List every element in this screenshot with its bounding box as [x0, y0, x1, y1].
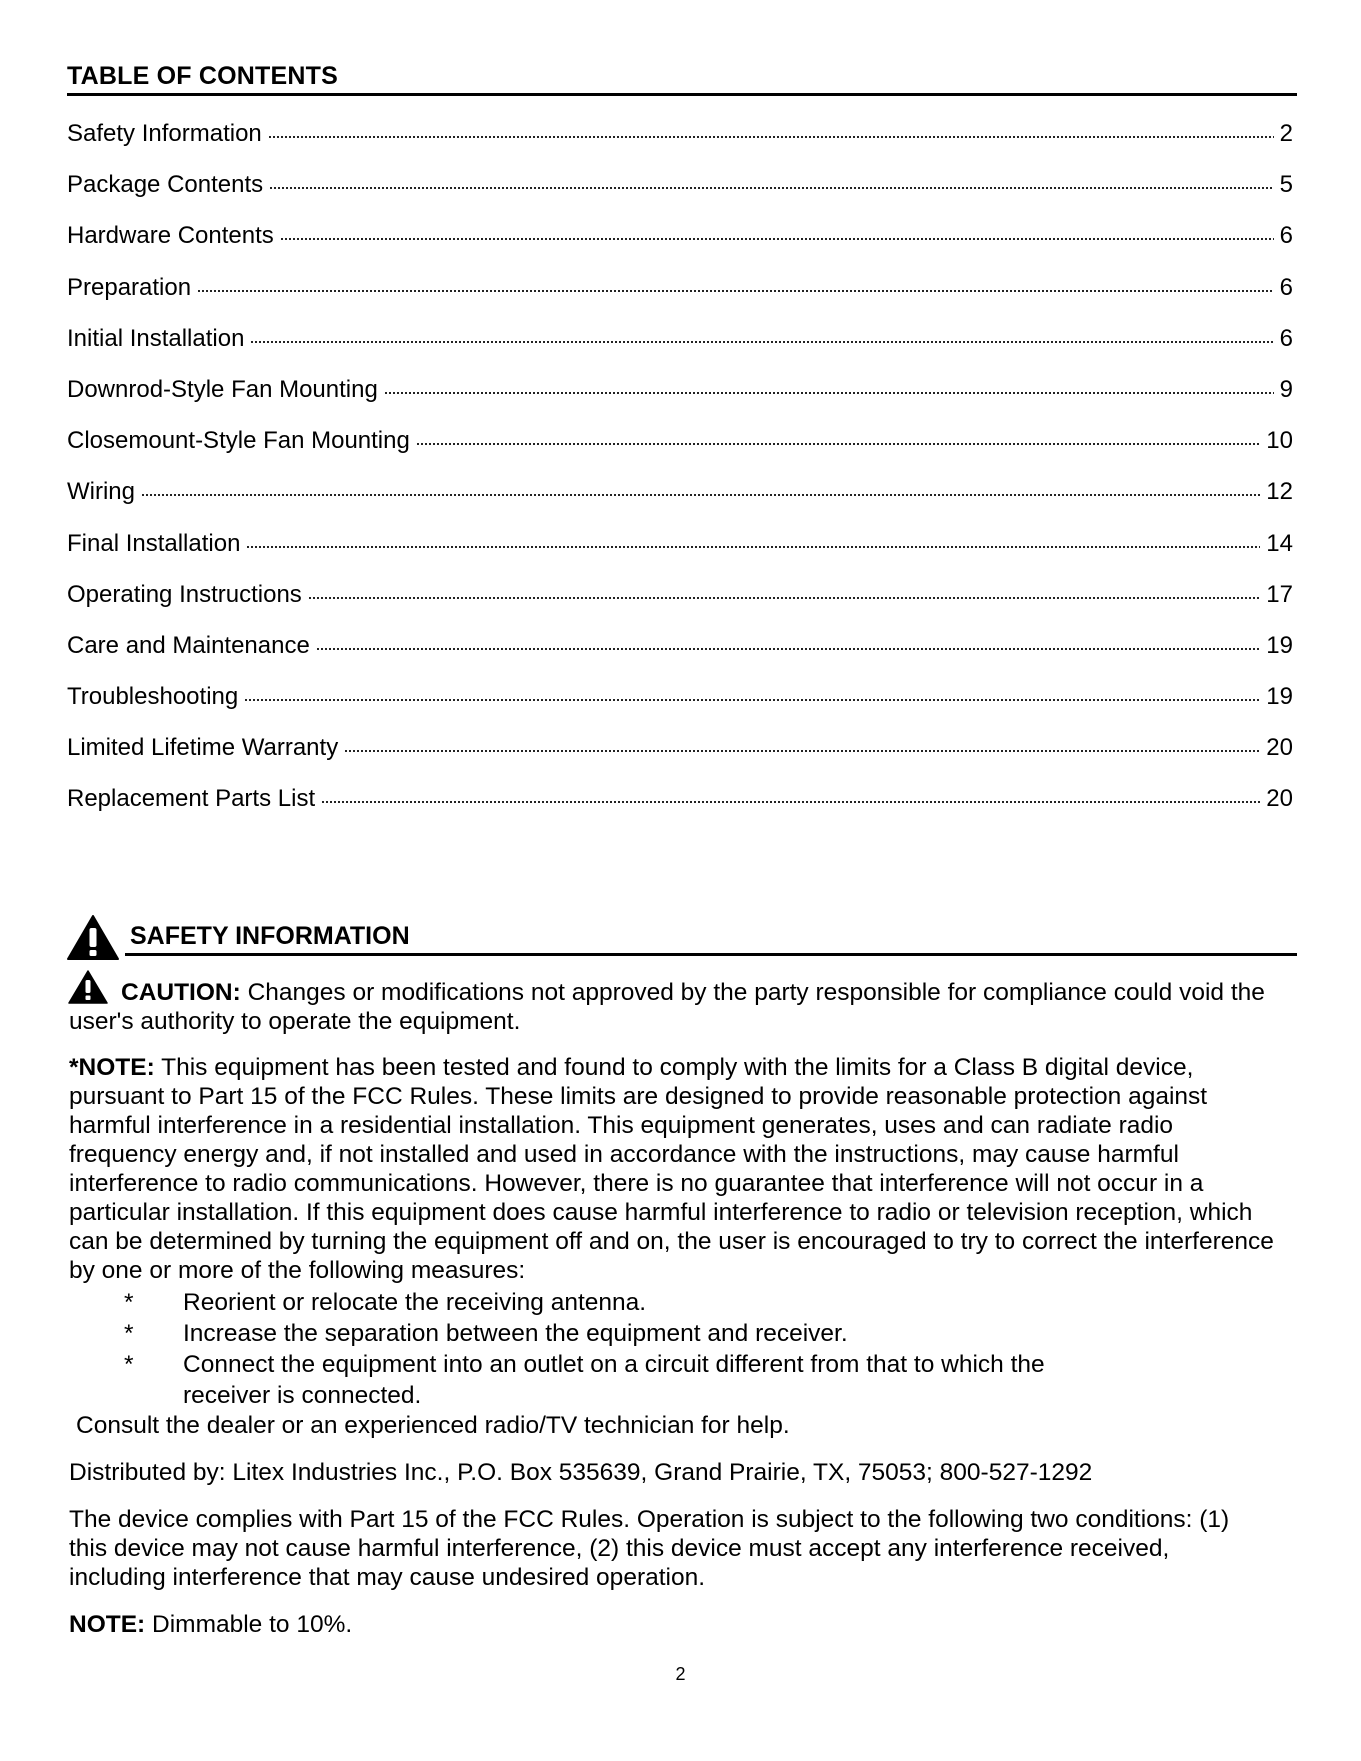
toc-entry-page: 14 [1266, 529, 1293, 557]
toc-entry[interactable] [67, 423, 1293, 474]
list-item [124, 1318, 1224, 1349]
toc-entry-page: 2 [1279, 120, 1293, 147]
toc-leader-dots [416, 442, 1260, 446]
toc-entry-page: 20 [1266, 785, 1293, 813]
toc-leader-dots [384, 391, 1274, 395]
toc-entry[interactable] [67, 270, 1293, 321]
safety-heading: SAFETY INFORMATION [130, 922, 410, 950]
toc-entry-page: 17 [1266, 580, 1293, 608]
caution-paragraph [69, 978, 1309, 1036]
page-number: 2 [675, 1664, 686, 1684]
bullet-asterisk: * [124, 1351, 134, 1378]
caution-text: Changes or modifications not approved by the party responsible for compliance could void the user's authority to operate the equipment. [69, 979, 1265, 1035]
toc-entry[interactable] [67, 218, 1293, 269]
toc-leader-dots [321, 800, 1260, 804]
list-item [124, 1349, 1224, 1411]
toc-leader-dots [268, 135, 1274, 139]
toc-entry[interactable] [67, 577, 1293, 628]
toc-leader-dots [244, 698, 1260, 702]
bullet-text: Connect the equipment into an outlet on a circuit different from that to which the receiver is connected. [183, 1351, 1045, 1409]
toc-entry-page: 19 [1266, 683, 1293, 711]
toc-entry[interactable] [67, 526, 1293, 577]
caution-label: CAUTION: [121, 979, 241, 1006]
toc-entry-page: 5 [1279, 171, 1293, 199]
measures-list [124, 1287, 1224, 1411]
toc-entry[interactable] [67, 628, 1293, 679]
consult-paragraph: Consult the dealer or an experienced radio/TV technician for help. [76, 1412, 790, 1439]
toc-entry-title: Operating Instructions [67, 580, 302, 608]
toc-entry-page: 20 [1266, 734, 1293, 762]
bullet-asterisk: * [124, 1320, 134, 1347]
bullet-text: Reorient or relocate the receiving antenna. [183, 1289, 647, 1316]
toc-entry[interactable] [67, 781, 1293, 832]
toc-entry-title: Care and Maintenance [67, 631, 310, 659]
toc-leader-dots [308, 596, 1261, 600]
warning-triangle-icon [66, 914, 120, 961]
toc-entry[interactable] [67, 730, 1293, 781]
toc-entry-title: Closemount-Style Fan Mounting [67, 427, 410, 455]
toc-entry-page: 10 [1266, 427, 1293, 455]
bullet-text: Increase the separation between the equipment and receiver. [183, 1320, 848, 1347]
toc-entry-page: 6 [1279, 222, 1293, 250]
toc-entry[interactable] [67, 372, 1293, 423]
fcc-note-paragraph [69, 1053, 1284, 1285]
toc-entry-title: Preparation [67, 273, 192, 301]
note-text: This equipment has been tested and found to comply with the limits for a Class B digital device, pursuant to Part 15 of the FCC Rules. These limits are designed to provide reasonable protection against harmful interference in a residential installation. This equipment generates, uses and can radiate radio frequency energy and, if not installed and used in accordance with the instructions, may cause harmful interference to radio communications. However, there is no guarantee that interference will not occur in a particular installation. If this equipment does cause harmful interference to radio or television reception, which can be determined by turning the equipment off and on, the user is encouraged to try to correct the interference by one or more of the following measures: [69, 1054, 1274, 1284]
toc-leader-dots [246, 545, 1260, 549]
toc-leader-dots [316, 647, 1260, 651]
toc-leader-dots [197, 289, 1274, 293]
toc-leader-dots [250, 340, 1273, 344]
toc-entry-title: Package Contents [67, 171, 264, 199]
toc-entry-title: Initial Installation [67, 324, 245, 352]
distributor-paragraph: Distributed by: Litex Industries Inc., P.O. Box 535639, Grand Prairie, TX, 75053; 800-527-1292 [69, 1459, 1093, 1486]
toc-heading: TABLE OF CONTENTS [67, 62, 338, 90]
toc-entry[interactable] [67, 321, 1293, 372]
toc-leader-dots [269, 186, 1274, 190]
toc-entry-title: Downrod-Style Fan Mounting [67, 375, 378, 403]
list-item [124, 1287, 1224, 1318]
dimmable-note-paragraph [69, 1610, 1309, 1639]
toc-entry[interactable] [67, 474, 1293, 525]
toc-entry-title: Safety Information [67, 120, 262, 147]
toc-entry-page: 12 [1266, 478, 1293, 506]
toc-entry-title: Limited Lifetime Warranty [67, 734, 339, 762]
compliance-paragraph: The device complies with Part 15 of the FCC Rules. Operation is subject to the following two conditions: (1) this device may not cause harmful interference, (2) this device must accept any interference received, including interference that may cause undesired operation. [69, 1506, 1230, 1591]
note-label: *NOTE: [69, 1054, 155, 1081]
toc-leader-dots [141, 493, 1260, 497]
safety-rule [125, 953, 1297, 956]
toc-entry[interactable] [67, 679, 1293, 730]
toc-entry-title: Final Installation [67, 529, 241, 557]
toc-entry[interactable] [67, 116, 1293, 167]
toc-rule [67, 93, 1297, 96]
note-text: Dimmable to 10%. [145, 1611, 353, 1638]
toc-entry-page: 19 [1266, 631, 1293, 659]
toc-entry-page: 6 [1279, 324, 1293, 352]
toc-entry-page: 9 [1279, 375, 1293, 403]
bullet-asterisk: * [124, 1289, 134, 1316]
toc-entry-title: Wiring [67, 478, 136, 506]
toc-entry-title: Hardware Contents [67, 222, 274, 250]
toc-leader-dots [344, 749, 1260, 753]
note-label: NOTE: [69, 1611, 146, 1638]
toc-entry-title: Troubleshooting [67, 683, 239, 711]
toc-entry-page: 6 [1279, 273, 1293, 301]
toc-leader-dots [280, 237, 1274, 241]
toc-entry-title: Replacement Parts List [67, 785, 316, 813]
toc-entry[interactable] [67, 167, 1293, 218]
toc-list [67, 116, 1293, 833]
